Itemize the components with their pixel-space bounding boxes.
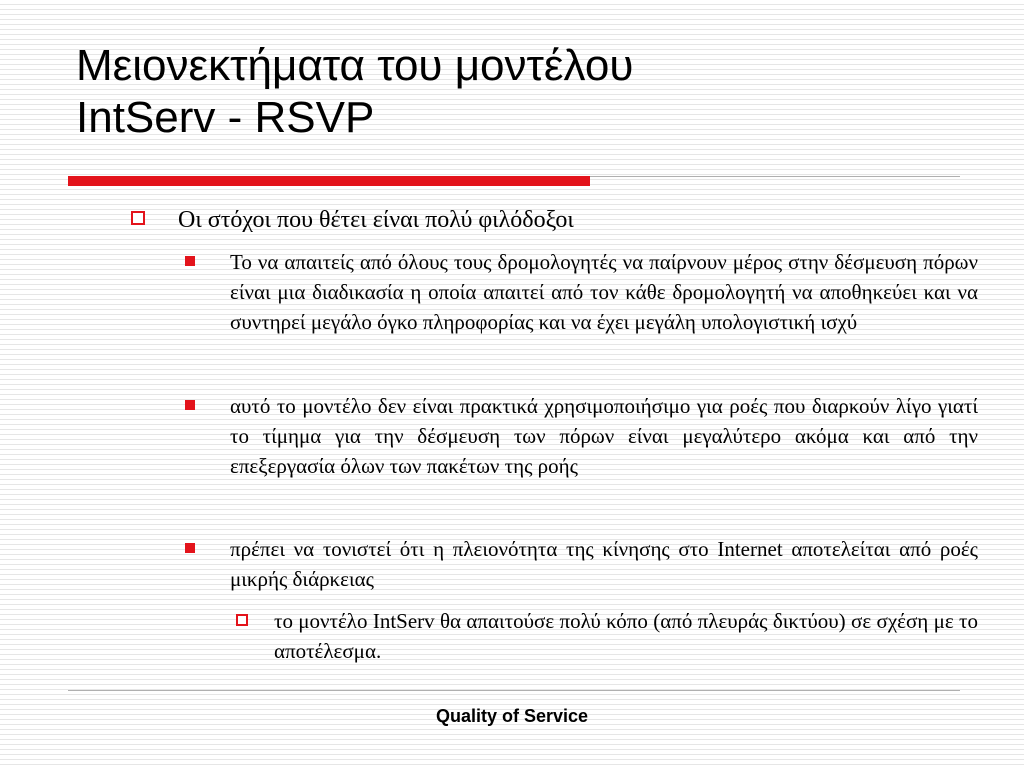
- slide-title-line-1: Μειονεκτήματα του μοντέλου: [76, 41, 634, 90]
- hollow-square-bullet-icon: [236, 614, 248, 626]
- bullet-level-2: πρέπει να τονιστεί ότι η πλειονότητα της κίνησης στο Internet αποτελείται από ροές μικρής διάρκειας: [230, 537, 978, 591]
- hollow-square-bullet-icon: [131, 211, 145, 225]
- bullet-level-3: το μοντέλο IntServ θα απαιτούσε πολύ κόπο (από πλευράς δικτύου) σε σχέση με το αποτέλεσμα.: [274, 609, 978, 663]
- slide-title-line-2: IntServ - RSVP: [76, 93, 375, 142]
- footer-text: Quality of Service: [435, 706, 589, 726]
- bullet-level-2: αυτό το μοντέλο δεν είναι πρακτικά χρησιμοποιήσιμο για ροές που διαρκούν λίγο γιατί το τίμημα για την δέσμευση των πόρων είναι μεγαλύτερο ακόμα και από την επεξεργασία όλων των πακέτων της ροής: [230, 394, 978, 478]
- filled-square-bullet-icon: [185, 256, 195, 266]
- bullet-level-2: Το να απαιτείς από όλους τους δρομολογητές να παίρνουν μέρος στην δέσμευση πόρων είναι μια διαδικασία η οποία απαιτεί από τον κάθε δρομολογητή να αποθηκεύει και να συντηρεί μεγάλο όγκο πληροφορίας και να έχει μεγάλη υπολογιστική ισχύ: [230, 250, 978, 334]
- footer-divider: [68, 690, 960, 691]
- filled-square-bullet-icon: [185, 543, 195, 553]
- bullet-level-1: Οι στόχοι που θέτει είναι πολύ φιλόδοξοι: [178, 207, 574, 233]
- filled-square-bullet-icon: [185, 400, 195, 410]
